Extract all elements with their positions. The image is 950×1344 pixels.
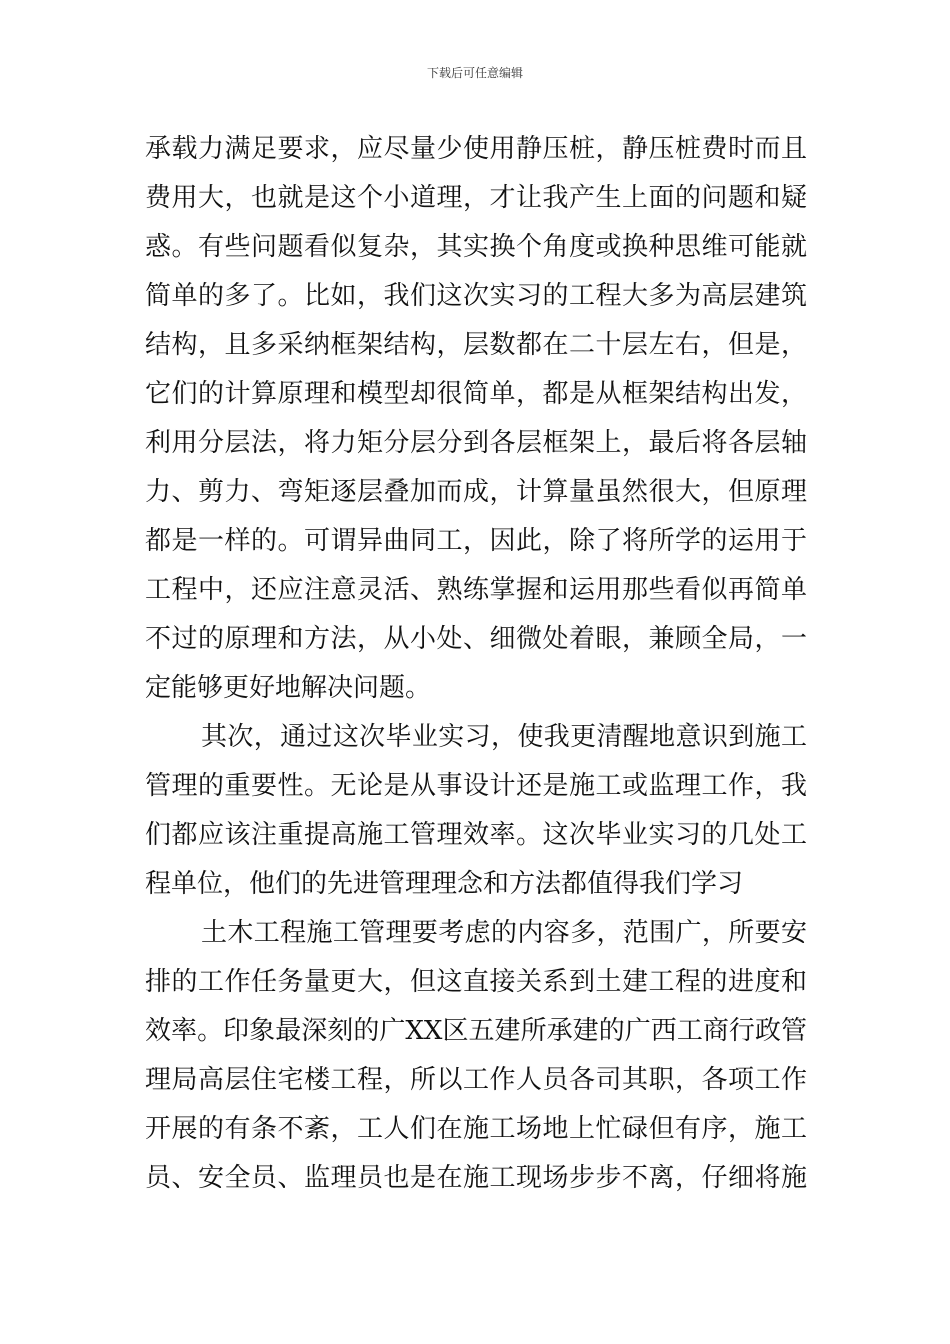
text-line: 惑。有些问题看似复杂，其实换个角度或换种思维可能就 bbox=[145, 232, 807, 262]
text-line: 定能够更好地解决问题。 bbox=[145, 673, 432, 703]
text-line: 都是一样的。可谓异曲同工，因此，除了将所学的运用于 bbox=[145, 526, 807, 556]
text-line: 简单的多了。比如，我们这次实习的工程大多为高层建筑 bbox=[145, 281, 807, 311]
paragraph-first-line: 土木工程施工管理要考虑的内容多，范围广，所要安 bbox=[201, 918, 807, 948]
text-line: 们都应该注重提高施工管理效率。这次毕业实习的几处工 bbox=[145, 820, 807, 850]
text-line: 管理的重要性。无论是从事设计还是施工或监理工作，我 bbox=[145, 771, 807, 801]
text-line: 效率。印象最深刻的广XX区五建所承建的广西工商行政管 bbox=[145, 1016, 807, 1046]
text-line: 费用大，也就是这个小道理，才让我产生上面的问题和疑 bbox=[145, 183, 807, 213]
text-line: 理局高层住宅楼工程，所以工作人员各司其职，各项工作 bbox=[145, 1065, 807, 1095]
text-line: 开展的有条不紊，工人们在施工场地上忙碌但有序，施工 bbox=[145, 1114, 807, 1144]
paragraph-first-line: 其次，通过这次毕业实习，使我更清醒地意识到施工 bbox=[201, 722, 807, 752]
text-line: 力、剪力、弯矩逐层叠加而成，计算量虽然很大，但原理 bbox=[145, 477, 807, 507]
text-line: 它们的计算原理和模型却很简单，都是从框架结构出发， bbox=[145, 379, 807, 409]
text-line: 员、安全员、监理员也是在施工现场步步不离，仔细将施 bbox=[145, 1163, 807, 1193]
page-header: 下载后可任意编辑 bbox=[426, 66, 523, 80]
text-line: 不过的原理和方法，从小处、细微处着眼，兼顾全局，一 bbox=[145, 624, 807, 654]
text-line: 结构，且多采纳框架结构，层数都在二十层左右，但是， bbox=[145, 330, 807, 360]
text-line: 工程中，还应注意灵活、熟练掌握和运用那些看似再简单 bbox=[145, 575, 807, 605]
text-line: 承载力满足要求，应尽量少使用静压桩，静压桩费时而且 bbox=[145, 134, 807, 164]
text-line: 程单位，他们的先进管理理念和方法都值得我们学习 bbox=[145, 869, 744, 899]
text-line: 排的工作任务量更大，但这直接关系到土建工程的进度和 bbox=[145, 967, 807, 997]
document-body bbox=[145, 125, 807, 1203]
text-line: 利用分层法，将力矩分层分到各层框架上，最后将各层轴 bbox=[145, 428, 807, 458]
